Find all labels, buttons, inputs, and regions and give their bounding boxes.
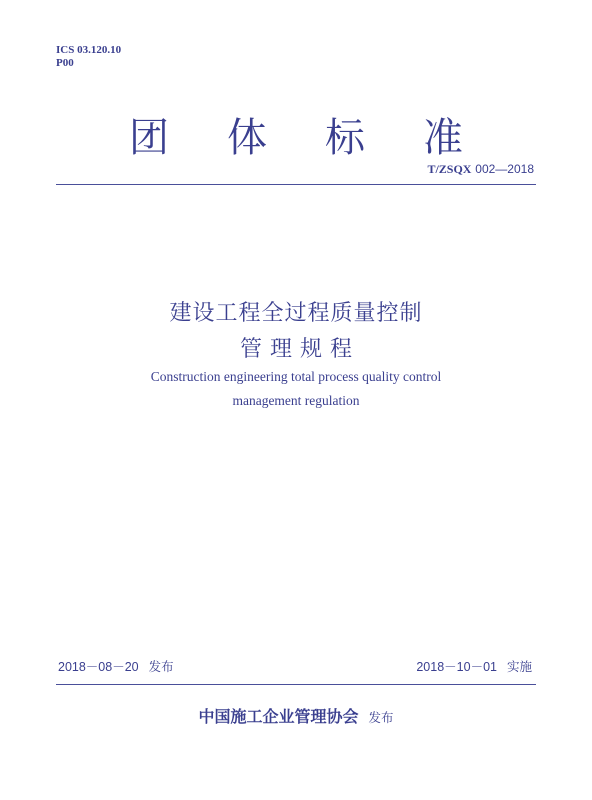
title-cn-line2: 管理规程	[239, 337, 360, 362]
top-divider	[56, 184, 536, 185]
bottom-divider	[56, 684, 536, 685]
standard-type-heading: 团体标准	[129, 115, 521, 161]
issue-label: 发布	[148, 659, 174, 674]
title-cn-line1: 建设工程全过程质量控制	[169, 301, 423, 326]
implement-date: 2018－10－01	[416, 660, 497, 674]
issue-date-block	[58, 657, 174, 675]
publisher-organization: 中国施工企业管理协会	[198, 707, 359, 726]
implement-date-block	[416, 657, 532, 675]
title-en-line2: management regulation	[232, 393, 360, 408]
ccs-code: P00	[56, 57, 74, 69]
title-en-line1: Construction engineering total process quality control	[150, 369, 442, 384]
publisher-block	[0, 704, 592, 727]
standard-code-prefix: T/ZSQX	[427, 162, 472, 176]
standard-code-number: 002—2018	[475, 162, 534, 176]
issue-date: 2018－08－20	[58, 660, 139, 674]
standard-code	[427, 162, 534, 177]
implement-label: 实施	[506, 659, 532, 674]
classification-codes	[56, 44, 121, 70]
publisher-label: 发布	[368, 710, 394, 725]
ics-code: ICS 03.120.10	[56, 44, 122, 56]
